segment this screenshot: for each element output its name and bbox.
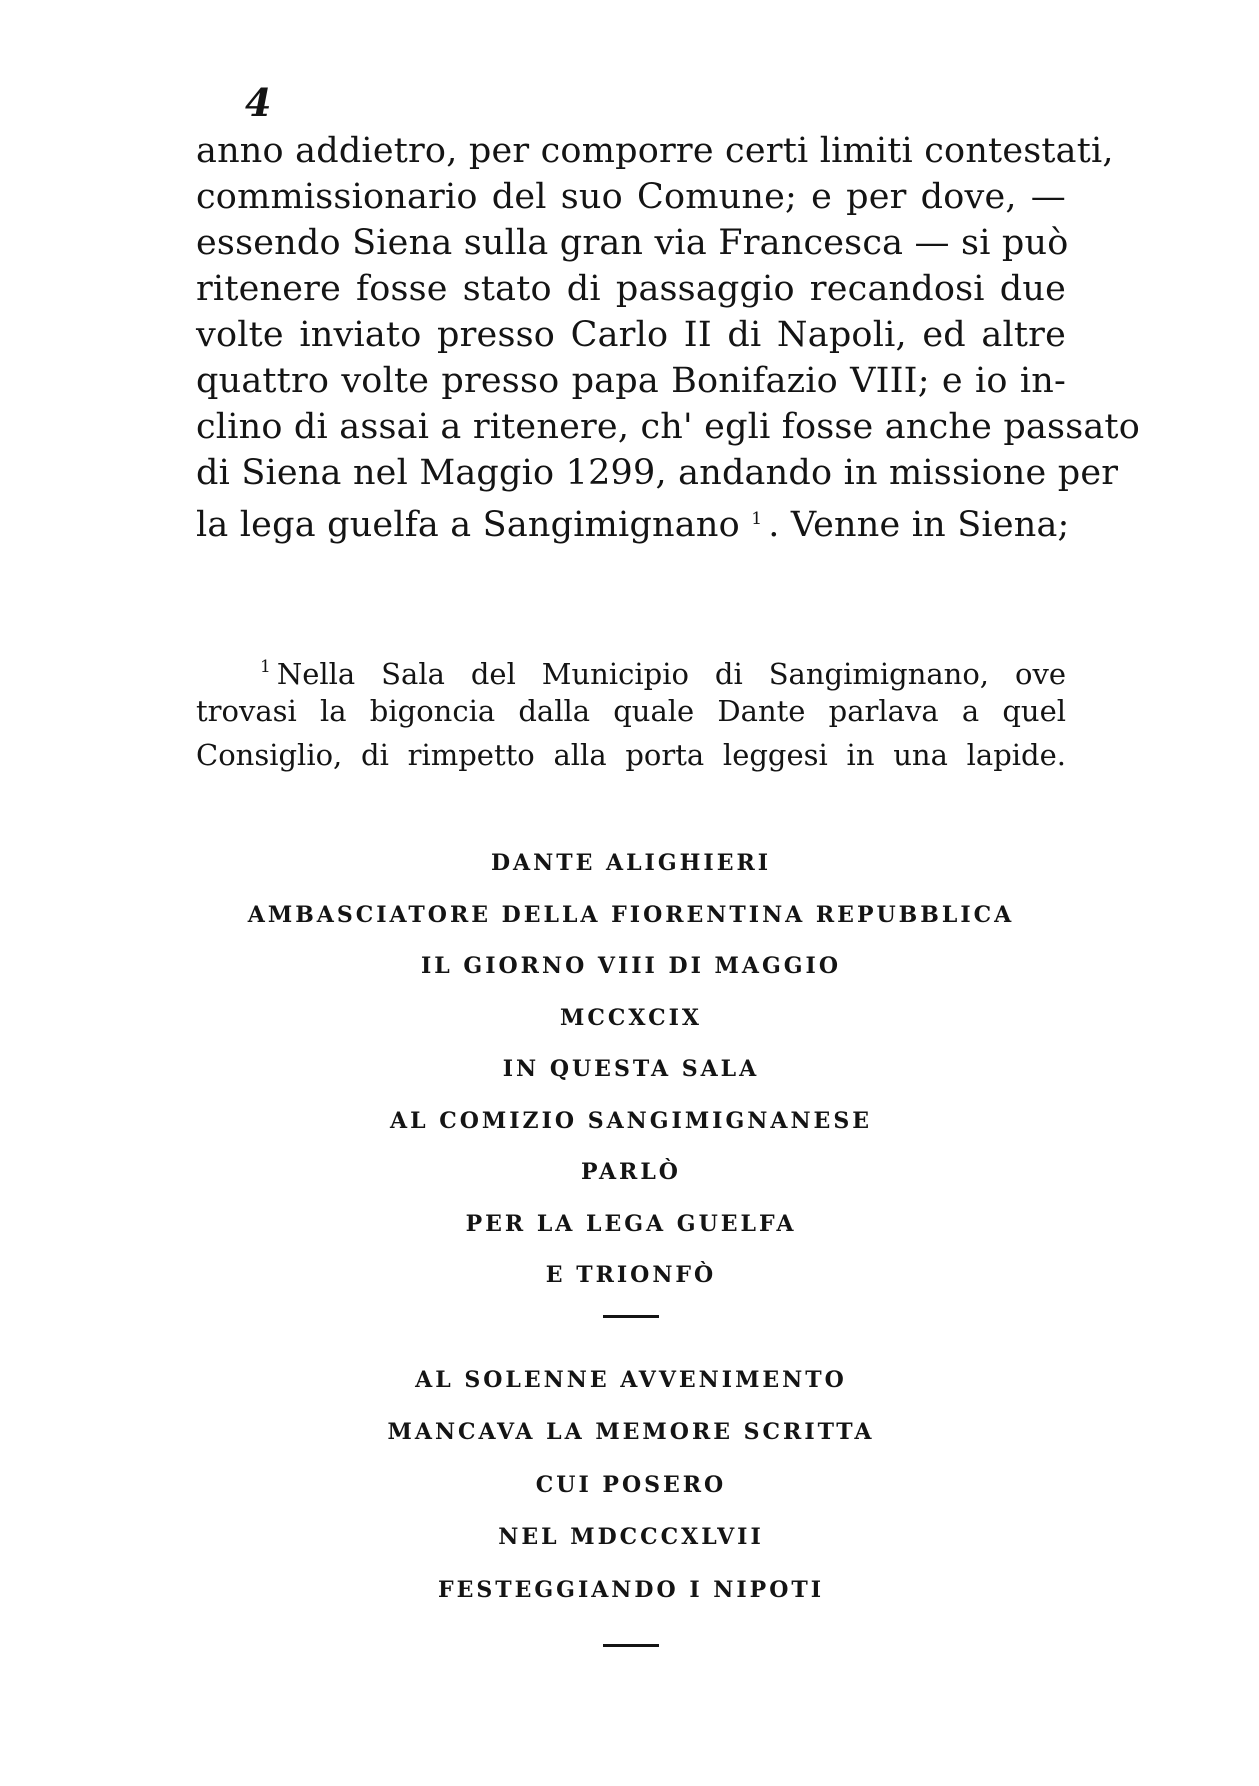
inscription-line: PER LA LEGA GUELFA [465, 1210, 797, 1237]
inscription-line: CUI POSERO [535, 1471, 727, 1498]
inscription-line: MANCAVA LA MEMORE SCRITTA [387, 1419, 875, 1445]
body-text [196, 128, 1140, 545]
divider-rule [603, 1644, 659, 1647]
page-number: 4 [245, 80, 272, 125]
body-line: volte inviato presso Carlo II di Napoli, ed altre [196, 315, 1066, 355]
body-line: commissionario del suo Comune; e per dove, — [196, 177, 1066, 217]
divider-rule [603, 1315, 659, 1318]
body-line: ritenere fosse stato di passaggio recandosi due [196, 269, 1066, 309]
body-line-with-note [196, 496, 1070, 545]
footnote-line: trovasi la bigoncia dalla quale Dante parlava a quel [196, 694, 1066, 728]
inscription-line: IL GIORNO VIII DI MAGGIO [421, 953, 841, 979]
inscription-group [196, 1354, 1066, 1617]
inscription-line: AMBASCIATORE DELLA FIORENTINA REPUBBLICA [247, 901, 1015, 928]
inscription-line: PARLÒ [581, 1159, 681, 1185]
body-line: clino di assai a ritenere, ch' egli fosse anche passato [196, 407, 1140, 447]
inscription-line: IN QUESTA SALA [502, 1056, 760, 1082]
body-line: anno addietro, per comporre certi limiti contestati, [196, 131, 1114, 171]
inscription-line: E TRIONFÒ [545, 1262, 717, 1288]
body-line: essendo Siena sulla gran via Francesca — si può [196, 223, 1069, 263]
inscription-line: AL SOLENNE AVVENIMENTO [415, 1366, 847, 1393]
footnote [196, 645, 1066, 777]
inscription-line: NEL MDCCCXLVII [498, 1524, 764, 1550]
footnote-text: Nella Sala del Municipio di Sangimignano, ove [276, 657, 1066, 691]
inscription-line: FESTEGGIANDO I NIPOTI [437, 1576, 825, 1603]
footnote-line [196, 645, 1066, 689]
inscription [196, 838, 1066, 1647]
body-line-end: . Venne in Siena; [768, 505, 1070, 545]
body-line-start: la lega guelfa a Sangimignano [196, 505, 740, 545]
inscription-line: DANTE ALIGHIERI [490, 850, 772, 876]
inscription-line: AL COMIZIO SANGIMIGNANESE [390, 1107, 872, 1134]
body-line: quattro volte presso papa Bonifazio VIII; e io in- [196, 361, 1066, 401]
footnote-marker: 1 [260, 657, 271, 677]
inscription-line: MCCXCIX [560, 1004, 702, 1031]
footnote-reference[interactable]: 1 [751, 509, 763, 529]
body-line: di Siena nel Maggio 1299, andando in missione per [196, 453, 1119, 493]
footnote-line: Consiglio, di rimpetto alla porta leggesi in una lapide. [196, 738, 1066, 772]
inscription-group [196, 838, 1066, 1302]
